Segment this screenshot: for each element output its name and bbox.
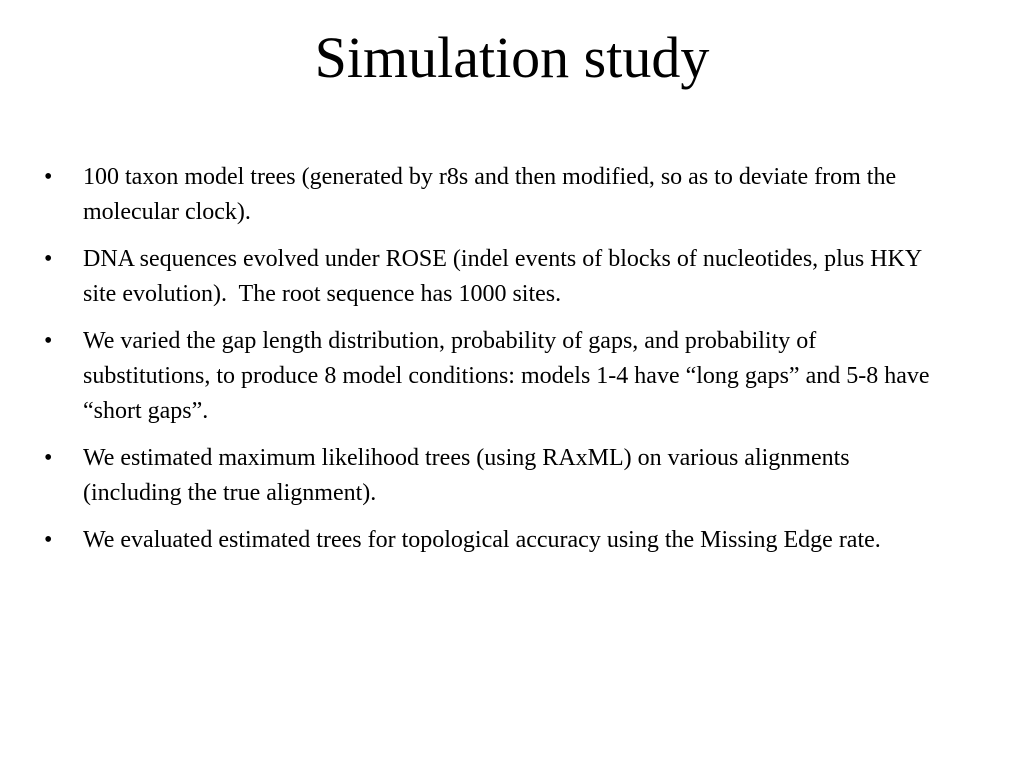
bullet-item: [44, 242, 944, 312]
bullet-point-icon: •: [44, 164, 53, 190]
bullet-text: DNA sequences evolved under ROSE (indel events of blocks of nucleotides, plus HKY site evolution). The root sequence has 1000 sites.: [83, 246, 928, 307]
bullet-list: [44, 160, 944, 570]
bullet-point-icon: •: [44, 445, 53, 471]
bullet-text: We varied the gap length distribution, probability of gaps, and probability of substitutions, to produce 8 model conditions: models 1-4 have “long gaps” and 5-8 have “short gaps”.: [83, 328, 930, 424]
bullet-item: [44, 160, 944, 230]
bullet-point-icon: •: [44, 527, 53, 553]
bullet-point-icon: •: [44, 328, 53, 354]
bullet-text: We evaluated estimated trees for topological accuracy using the Missing Edge rate.: [83, 527, 881, 553]
bullet-point-icon: •: [44, 246, 53, 272]
bullet-item: [44, 324, 944, 429]
bullet-item: [44, 523, 944, 558]
bullet-text: We estimated maximum likelihood trees (using RAxML) on various alignments (including the true alignment).: [83, 445, 850, 506]
slide-title: Simulation study: [314, 25, 710, 90]
bullet-item: [44, 441, 944, 511]
bullet-text: 100 taxon model trees (generated by r8s and then modified, so as to deviate from the molecular clock).: [83, 164, 897, 225]
